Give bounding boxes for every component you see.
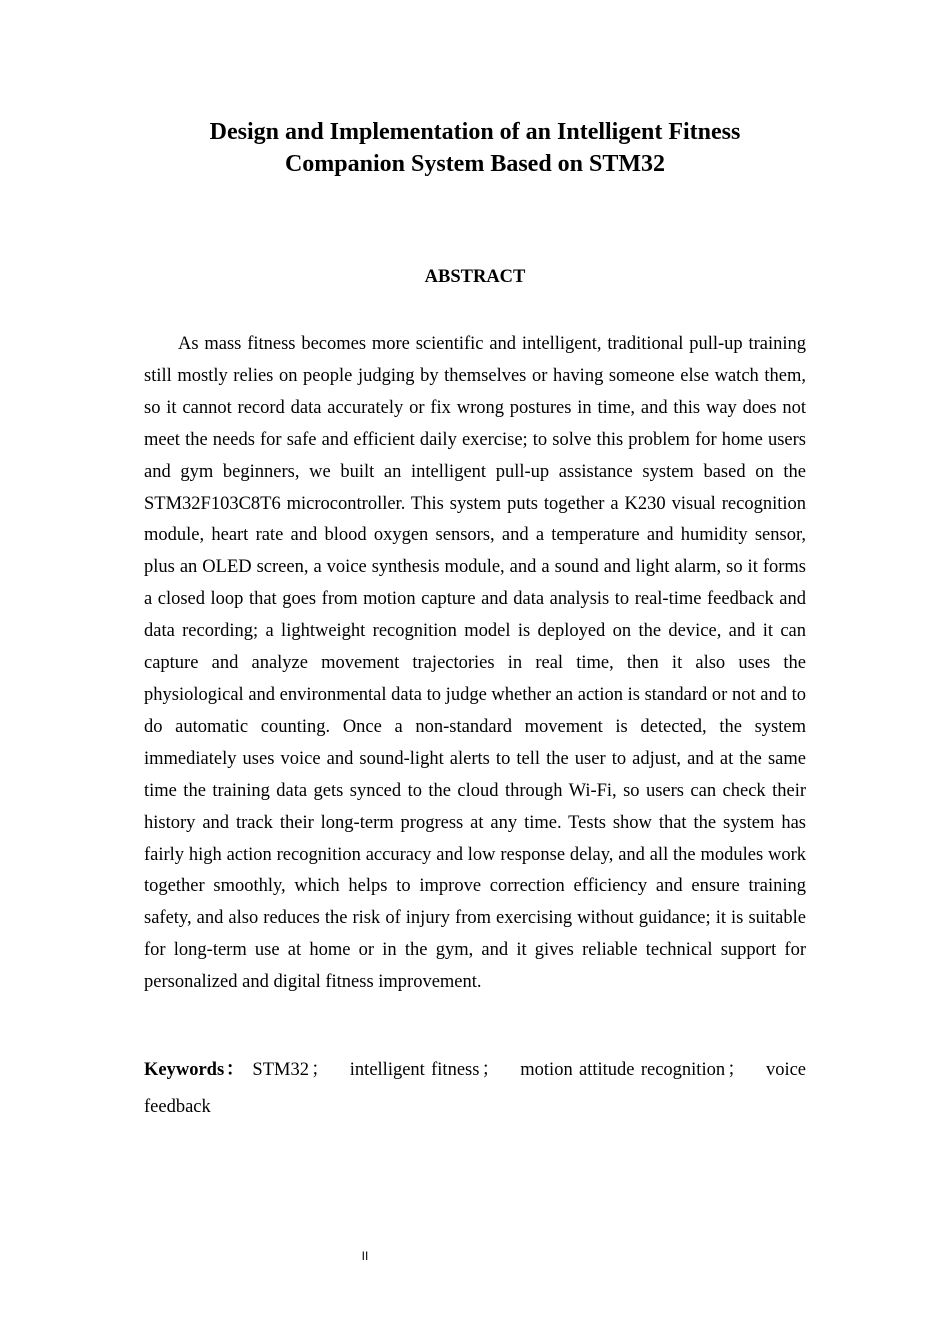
paper-title-line-1: Design and Implementation of an Intelligent Fitness: [209, 119, 741, 145]
keyword-item: intelligent fitness: [349, 1060, 480, 1080]
keyword-separator: ；: [481, 1060, 500, 1080]
abstract-body: As mass fitness becomes more scientific and intelligent, traditional pull-up training still mostly relies on people judging by themselves or having someone else watch them, so it cannot record data accurately or fix wrong postures in time, and this way does not meet the needs for safe and efficient daily exercise; to solve this problem for home users and gym beginners, we built an intelligent pull-up assistance system based on the STM32F103C8T6 microcontroller. This system puts together a K230 visual recognition module, heart rate and blood oxygen sensors, and a temperature and humidity sensor, plus an OLED screen, a voice synthesis module, and a sound and light alarm, so it forms a closed loop that goes from motion capture and data analysis to real-time feedback and data recording; a lightweight recognition model is deployed on the device, and it can capture and analyze movement trajectories in real time, then it also uses the physiological and environmental data to judge whether an action is standard or not and to do automatic counting. Once a non-standard movement is detected, the system immediately uses voice and sound-light alerts to tell the user to adjust, and at the same time the training data gets synced to the cloud through Wi-Fi, so users can check their history and track their long-term progress at any time. Tests show that the system has fairly high action recognition accuracy and low response delay, and all the modules work together smoothly, which helps to improve correction efficiency and ensure training safety, and also reduces the risk of injury from exercising without guidance; it is suitable for long-term use at home or in the gym, and it gives reliable technical support for personalized and digital fitness improvement.: [144, 334, 806, 993]
keywords-line: [144, 1052, 806, 1126]
abstract-heading: ABSTRACT: [424, 267, 526, 287]
keyword-item: voice feedback: [144, 1060, 806, 1117]
keyword-item: motion attitude recognition: [520, 1060, 726, 1080]
paper-title-line-2: Companion System Based on STM32: [284, 151, 666, 177]
keyword-item: STM32: [252, 1060, 309, 1080]
paper-title: [144, 116, 806, 180]
keyword-separator: ；: [310, 1060, 330, 1080]
keywords-label: Keywords：: [144, 1060, 247, 1080]
keyword-separator: ；: [727, 1060, 746, 1080]
page-number: II: [361, 1249, 369, 1263]
